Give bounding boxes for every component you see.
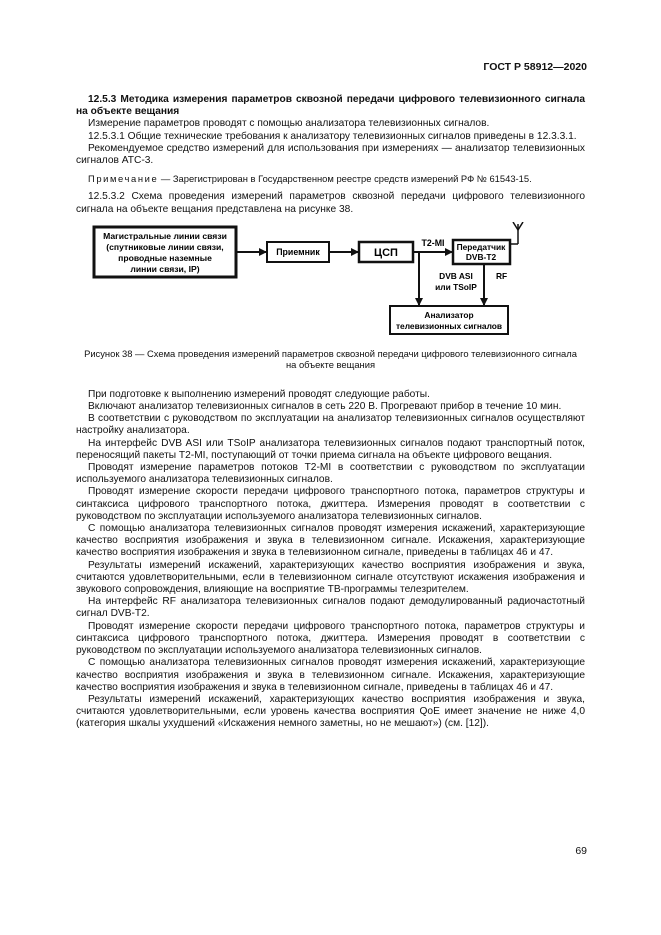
note-text: — Зарегистрирован в Государственном реестре средств измерений РФ № 61543-15.	[158, 173, 532, 185]
t2mi-label: T2-MI	[421, 237, 445, 248]
receiver-label: Приемник	[276, 246, 320, 257]
figure-caption	[49, 348, 612, 371]
source-line: Магистральные линии связи	[103, 230, 227, 241]
paragraph: На интерфейс RF анализатора телевизионных сигналов подают демодулированный радиочастотный сигнал DVB-T2.	[76, 596, 585, 620]
scheme-diagram	[76, 222, 585, 348]
transmitter-line: DVB-T2	[465, 251, 497, 262]
document-body	[76, 94, 585, 731]
paragraph: Рекомендуемое средство измерений для использования при измерениях — анализатор телевизионных сигналов АТС-3.	[76, 142, 585, 167]
dvbasi-label: или TSoIP	[435, 281, 477, 292]
paragraph: Проводят измерение параметров потоков T2-MI в соответствии с руководством по эксплуатации используемого анализатора телевизионных сигналов.	[76, 462, 585, 486]
antenna-icon	[510, 222, 523, 244]
analyzer-line: телевизионных сигналов	[395, 320, 503, 331]
paragraph: Результаты измерений искажений, характеризующих качество восприятия изображения и звука, считаются удовлетворительными, если в телевизионном сигнале отсутствуют искажения изображения и звукового сопровождения, влияющие на восприятие ТВ-программы телезрителем.	[76, 559, 585, 596]
dvbasi-label: DVB ASI	[439, 270, 473, 281]
paragraph: Проводят измерение скорости передачи цифрового транспортного потока, параметров структуры и синтаксиса цифрового транспортного потока, джиттера. Измерения проводят в соответствии с руководством по эксплуатации используемого анализатора телевизионных сигналов.	[76, 620, 585, 657]
paragraph: 12.5.3.1 Общие технические требования к анализатору телевизионных сигналов приведены в 12.3.3.1.	[88, 130, 577, 142]
paragraph: Проводят измерение скорости передачи цифрового транспортного потока, параметров структуры и синтаксиса цифрового транспортного потока, джиттера. Измерения проводят в соответствии с руководством по эксплуатации используемого анализатора телевизионных сигналов.	[76, 486, 585, 522]
source-line: (спутниковые линии связи,	[106, 241, 224, 252]
paragraph: Результаты измерений искажений, характеризующих качество восприятия изображения и звука, считаются удовлетворительными, если уровень качества восприятия QoE имеет значение не ниже 4,0 (категория шкалы ухудшений «Искажения немного заметны, но не мешают») (см. [12]).	[76, 693, 585, 730]
rf-label: RF	[496, 270, 508, 281]
paragraph: Измерение параметров проводят с помощью анализатора телевизионных сигналов.	[88, 118, 490, 130]
dsp-label: ЦСП	[374, 246, 398, 259]
standard-number: ГОСТ Р 58912—2020	[483, 61, 587, 73]
source-line: линии связи, IP)	[130, 263, 200, 274]
paragraph: Включают анализатор телевизионных сигналов в сеть 220 В. Прогревают прибор в течение 10 мин.	[88, 401, 562, 413]
section-heading: 12.5.3 Методика измерения параметров сквозной передачи цифрового телевизионного сигнала на объекте вещания	[76, 94, 585, 118]
paragraph: С помощью анализатора телевизионных сигналов проводят измерения искажений, характеризующие качество восприятия изображения и звука в телевизионном сигнале. Искажения, характеризующие качество восприятия изображения и звука в телевизионном сигнале, приведены в таблицах 46 и 47.	[76, 523, 585, 559]
note-prefix: Примечание	[88, 173, 159, 185]
paragraph: При подготовке к выполнению измерений проводят следующие работы.	[88, 388, 430, 400]
analyzer-line: Анализатор	[424, 309, 474, 320]
paragraph: В соответствии с руководством по эксплуатации на анализатор телевизионных сигналов осуществляют настройку анализатора.	[76, 413, 585, 437]
caption-line: Рисунок 38 — Схема проведения измерений параметров сквозной передачи цифрового телевизионного сигнала	[84, 347, 577, 359]
paragraph: 12.5.3.2 Схема проведения измерений параметров сквозной передачи цифрового телевизионного сигнала на объекте вещания представлена на рисунке 38.	[76, 191, 585, 215]
paragraph: С помощью анализатора телевизионных сигналов проводят измерения искажений, характеризующие качество восприятия изображения и звука в телевизионном сигнале. Искажения, характеризующие качество восприятия изображения и звука в телевизионном сигнале, приведены в таблицах 46 и 47.	[76, 657, 585, 693]
source-line: проводные наземные	[118, 252, 212, 263]
measurement-scheme-figure	[76, 222, 585, 348]
procedure-text	[76, 389, 585, 731]
note	[76, 173, 585, 185]
caption-line: на объекте вещания	[285, 359, 376, 371]
transmitter-line: Передатчик	[456, 241, 506, 252]
page-number: 69	[575, 845, 587, 857]
paragraph: На интерфейс DVB ASI или TSoIP анализатора телевизионных сигналов подают транспортный поток, переносящий пакеты T2-MI, поступающий от точки приема сигнала на объекте цифрового вещания.	[76, 437, 585, 461]
